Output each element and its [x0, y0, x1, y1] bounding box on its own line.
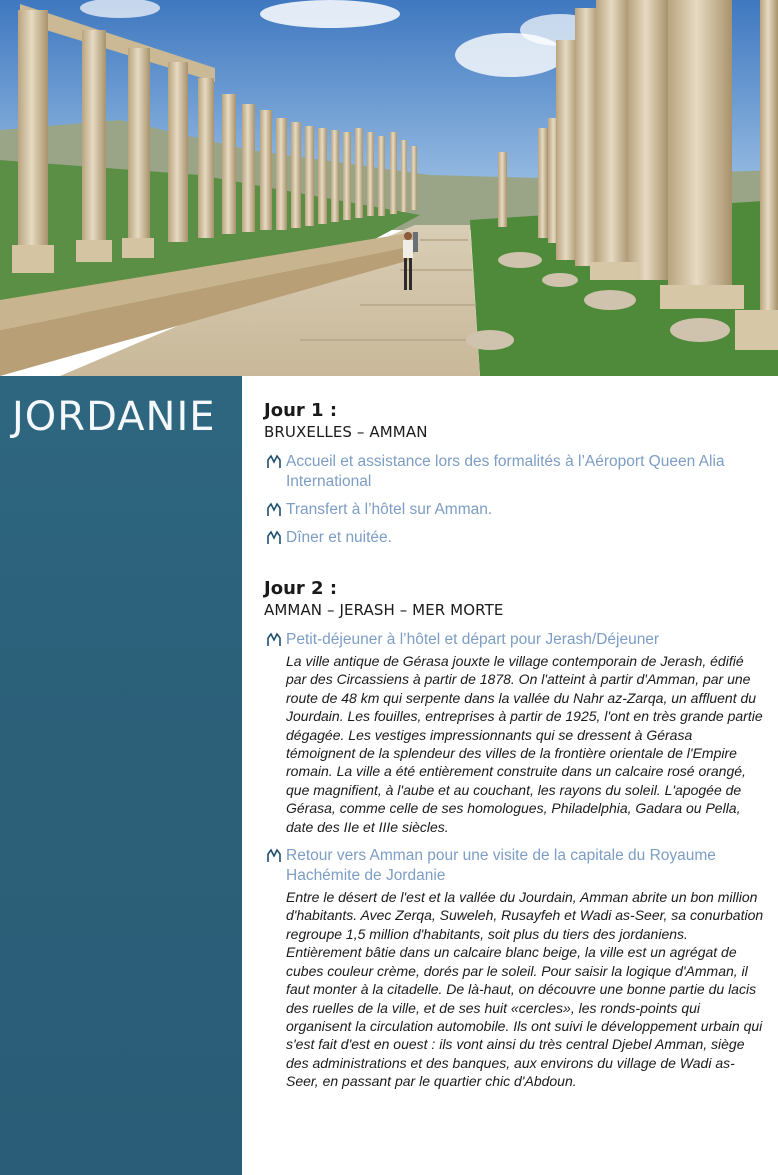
country-sidebar	[0, 376, 242, 1175]
item-title: Transfert à l’hôtel sur Amman.	[286, 501, 493, 518]
item-description: Entre le désert de l'est et la vallée du Jourdain, Amman abrite un bon million d'habitants. Avec Zerqa, Suweleh, Rusayfeh et Wadi as-Seer, sa conurbation regroupe 1,5 million d'habitants, soit plus du tiers des jordaniens. Entièrement bâtie dans un calcaire blanc beige, la ville est un agrégat de cubes couleur crème, dorés par le soleil. Pour saisir la logique d'Amman, il faut monter à la citadelle. De là-haut, on découvre une bonne partie du lacis des ruelles de la ville, et de ses huit «cercles», les ronds-points qui organisent la circulation automobile. Ils ont suivi le développement urbain qui s'est fait d'est en ouest : ils vont ainsi du très central Djebel Amman, siège des administrations et des banques, aux environs du village de Wadi as-Seer, en passant par le quartier chic d'Abdoun.	[286, 889, 764, 1090]
hero-photo	[0, 0, 778, 376]
itinerary-item	[264, 500, 736, 520]
day-route: AMMAN – JERASH – MER MORTE	[264, 601, 504, 619]
day-2	[264, 578, 764, 1091]
item-title: Dîner et nuitée.	[286, 529, 392, 546]
itinerary-item	[264, 452, 736, 492]
item-title: Retour vers Amman pour une visite de la capitale du Royaume Hachémite de Jordanie	[286, 847, 716, 885]
bullet-columns-icon	[266, 530, 282, 546]
itinerary-item	[264, 846, 764, 1090]
day-title: Jour 2 :	[264, 578, 338, 599]
day-1	[264, 400, 736, 548]
bullet-columns-icon	[266, 632, 282, 648]
bullet-columns-icon	[266, 454, 282, 470]
country-title: JORDANIE	[12, 394, 216, 440]
day-route: BRUXELLES – AMMAN	[264, 423, 428, 441]
jerash-colonnade-photo	[0, 0, 778, 376]
bullet-columns-icon	[266, 848, 282, 864]
itinerary-content	[264, 376, 770, 1175]
item-title: Accueil et assistance lors des formalités à l’Aéroport Queen Alia International	[286, 453, 725, 490]
day-title: Jour 1 :	[264, 400, 338, 421]
itinerary-item	[264, 630, 764, 836]
itinerary-item	[264, 528, 736, 548]
item-title: Petit-déjeuner à l’hôtel et départ pour Jerash/Déjeuner	[286, 631, 660, 648]
item-description: La ville antique de Gérasa jouxte le village contemporain de Jerash, édifié par des Circassiens à partir de 1878. On l'atteint à partir d'Amman, par une route de 48 km qui serpente dans la vallée du Nahr az-Zarqa, un affluent du Jourdain. Les fouilles, entreprises à partir de 1925, l'ont en très grande partie dégagée. Les vestiges impressionnants qui se dressent à Gérasa témoignent de la splendeur des villes de la frontière orientale de l'Empire romain. La ville a été entièrement construite dans un calcaire rosé orangé, que magnifient, à l'aube et au couchant, les rayons du soleil. L'apogée de Gérasa, comme celle de ses homologues, Philadelphia, Gadara ou Pella, date des IIe et IIIe siècles.	[286, 653, 763, 835]
bullet-columns-icon	[266, 502, 282, 518]
